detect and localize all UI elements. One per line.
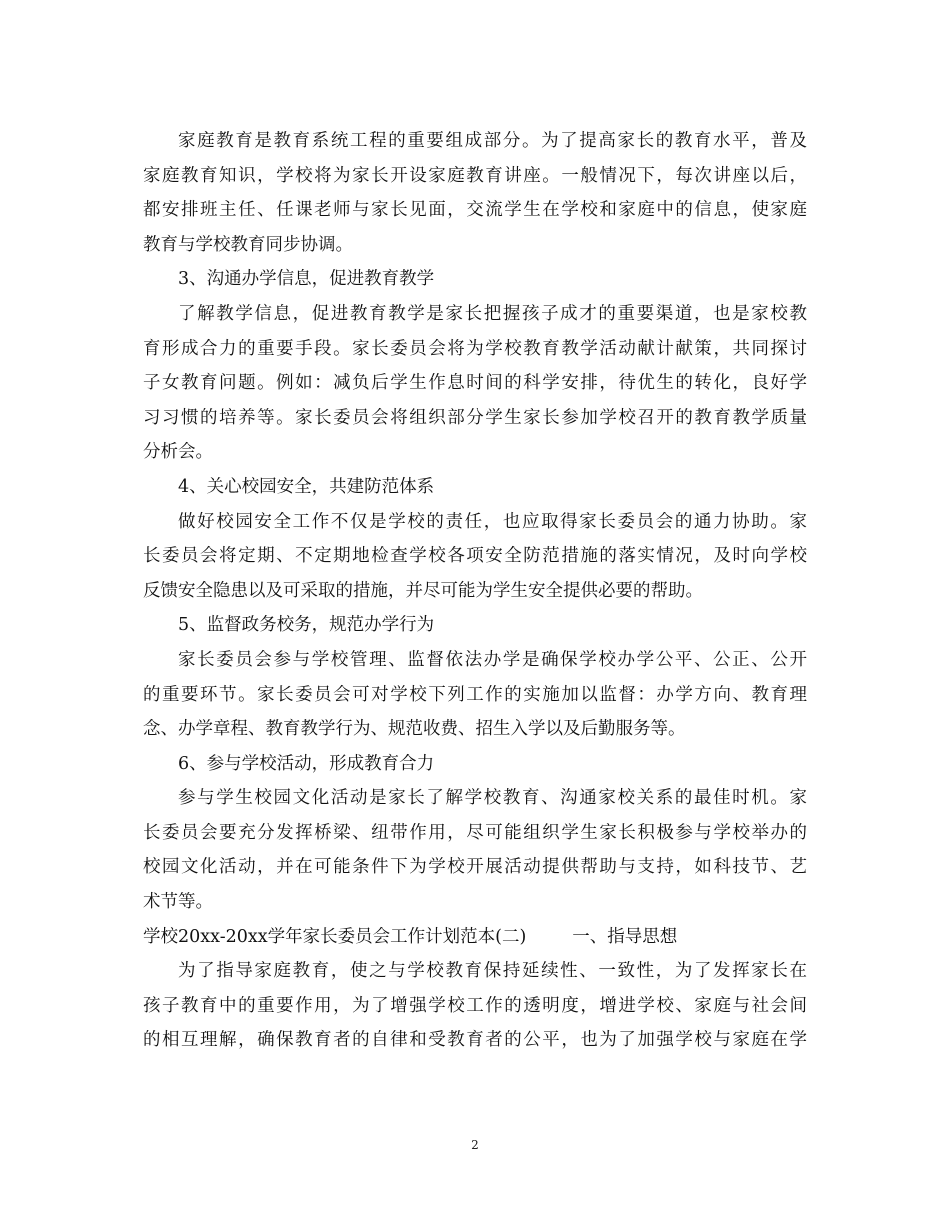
paragraph-first-line: 家长委员会参与学校管理、监督依法办学是确保学校办学公平、公正、公开 <box>178 649 807 670</box>
paragraph-line: 长委员会将定期、不定期地检查学校各项安全防范措施的落实情况，及时向学校 <box>143 546 807 567</box>
subtitle-section-heading: 一、指导思想 <box>572 926 678 947</box>
paragraph-line: 孩子教育中的重要作用，为了增强学校工作的透明度，增进学校、家庭与社会间 <box>143 995 807 1016</box>
paragraph-line: 育形成合力的重要手段。家长委员会将为学校教育教学活动献计献策，共同探讨 <box>143 338 807 359</box>
section-heading: 4、关心校园安全，共建防范体系 <box>178 476 435 497</box>
paragraph-last-line: 念、办学章程、教育教学行为、规范收费、招生入学以及后勤服务等。 <box>143 719 686 740</box>
document-body <box>143 124 807 1058</box>
paragraph-last-line: 反馈安全隐患以及可采取的措施，并尽可能为学生安全提供必要的帮助。 <box>143 580 703 601</box>
paragraph-line: 家庭教育知识，学校将为家长开设家庭教育讲座。一般情况下，每次讲座以后， <box>143 165 807 186</box>
paragraph-first-line: 做好校园安全工作不仅是学校的责任，也应取得家长委员会的通力协助。家 <box>178 511 807 532</box>
paragraph-line: 长委员会要充分发挥桥梁、纽带作用，尽可能组织学生家长积极参与学校举办的 <box>143 822 807 843</box>
paragraph-line: 的相互理解，确保教育者的自律和受教育者的公平，也为了加强学校与家庭在学 <box>143 1030 807 1051</box>
paragraph-last-line: 术节等。 <box>143 892 213 913</box>
section-heading: 6、参与学校活动，形成教育合力 <box>178 753 435 774</box>
section-heading: 5、监督政务校务，规范办学行为 <box>178 615 435 636</box>
paragraph-line: 子女教育问题。例如：减负后学生作息时间的科学安排，待优生的转化，良好学 <box>143 373 807 394</box>
section-heading: 3、沟通办学信息，促进教育教学 <box>178 269 435 290</box>
paragraph-last-line: 分析会。 <box>143 442 213 463</box>
paragraph-first-line: 为了指导家庭教育，使之与学校教育保持延续性、一致性，为了发挥家长在 <box>178 961 807 982</box>
paragraph-last-line: 教育与学校教育同步协调。 <box>143 234 353 255</box>
paragraph-line: 的重要环节。家长委员会可对学校下列工作的实施加以监督：办学方向、教育理 <box>143 684 807 705</box>
paragraph-first-line: 参与学生校园文化活动是家长了解学校教育、沟通家校关系的最佳时机。家 <box>178 788 807 809</box>
subtitle-text: 学校20xx-20xx学年家长委员会工作计划范本(二) <box>143 926 527 947</box>
paragraph-line: 都安排班主任、任课老师与家长见面，交流学生在学校和家庭中的信息，使家庭 <box>143 200 807 221</box>
paragraph-first-line: 了解教学信息，促进教育教学是家长把握孩子成才的重要渠道，也是家校教 <box>178 303 807 324</box>
paragraph-line: 校园文化活动，并在可能条件下为学校开展活动提供帮助与支持，如科技节、艺 <box>143 857 807 878</box>
paragraph-line: 习习惯的培养等。家长委员会将组织部分学生家长参加学校召开的教育教学质量 <box>143 407 807 428</box>
document-subtitle <box>143 920 807 955</box>
paragraph-first-line: 家庭教育是教育系统工程的重要组成部分。为了提高家长的教育水平，普及 <box>178 131 807 151</box>
page-number: 2 <box>471 1138 479 1152</box>
